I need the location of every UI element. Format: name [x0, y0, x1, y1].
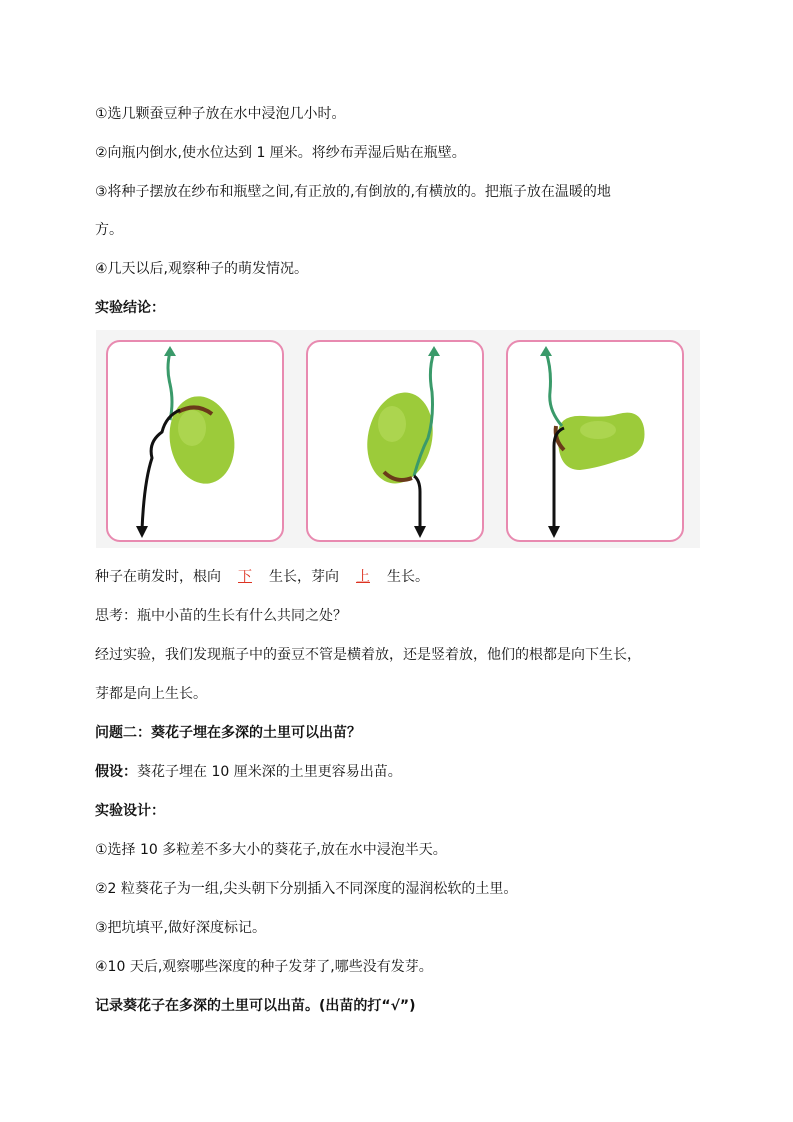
hypothesis-text: 葵花子埋在 10 厘米深的土里更容易出苗。	[137, 764, 402, 780]
step-2: ②向瓶内倒水,使水位达到 1 厘米。将纱布弄湿后贴在瓶壁。	[95, 145, 466, 161]
step-1: ①选几颗蚕豆种子放在水中浸泡几小时。	[95, 106, 346, 122]
question-2-heading: 问题二：葵花子埋在多深的土里可以出苗？	[95, 725, 361, 741]
think-question: 思考：瓶中小苗的生长有什么共同之处？	[95, 608, 347, 624]
panel-bean-upright	[106, 340, 284, 542]
root-arrow	[136, 526, 148, 538]
step-3-cont: 方。	[95, 222, 123, 238]
design-step-2: ②2 粒葵花子为一组,尖头朝下分别插入不同深度的湿润松软的土里。	[95, 881, 518, 897]
fill-part-1: 种子在萌发时，根向	[95, 569, 221, 585]
root-arrow	[414, 526, 426, 538]
shoot-line	[546, 352, 562, 426]
root-arrow	[548, 526, 560, 538]
hypothesis-label: 假设：	[95, 764, 137, 780]
step-3: ③将种子摆放在纱布和瓶壁之间,有正放的,有倒放的,有横放的。把瓶子放在温暖的地	[95, 184, 611, 200]
fill-part-3: 生长。	[387, 569, 429, 585]
shoot-arrow	[164, 346, 176, 356]
think-answer-2: 芽都是向上生长。	[95, 686, 207, 702]
panel-bean-inverted	[306, 340, 484, 542]
think-answer-1: 经过实验，我们发现瓶子中的蚕豆不管是横着放，还是竖着放，他们的根都是向下生长，	[95, 647, 641, 663]
design-heading: 实验设计：	[95, 803, 165, 819]
root-line	[414, 476, 420, 530]
bean-germination-figure	[96, 330, 700, 548]
conclusion-heading: 实验结论：	[95, 300, 165, 316]
hypothesis	[95, 762, 402, 782]
fill-sentence	[95, 567, 429, 587]
design-step-3: ③把坑填平,做好深度标记。	[95, 920, 267, 936]
design-step-4: ④10 天后,观察哪些深度的种子发芽了,哪些没有发芽。	[95, 959, 433, 975]
shoot-arrow	[540, 346, 552, 356]
record-heading: 记录葵花子在多深的土里可以出苗。(出苗的打“√”)	[95, 998, 416, 1014]
shoot-line	[168, 352, 172, 420]
fill-blank-1: 下	[238, 569, 252, 585]
design-step-1: ①选择 10 多粒差不多大小的葵花子,放在水中浸泡半天。	[95, 842, 447, 858]
fill-blank-2: 上	[356, 569, 370, 585]
step-4: ④几天以后,观察种子的萌发情况。	[95, 261, 309, 277]
panel-bean-sideways	[506, 340, 684, 542]
shoot-arrow	[428, 346, 440, 356]
fill-part-2: 生长，芽向	[269, 569, 339, 585]
